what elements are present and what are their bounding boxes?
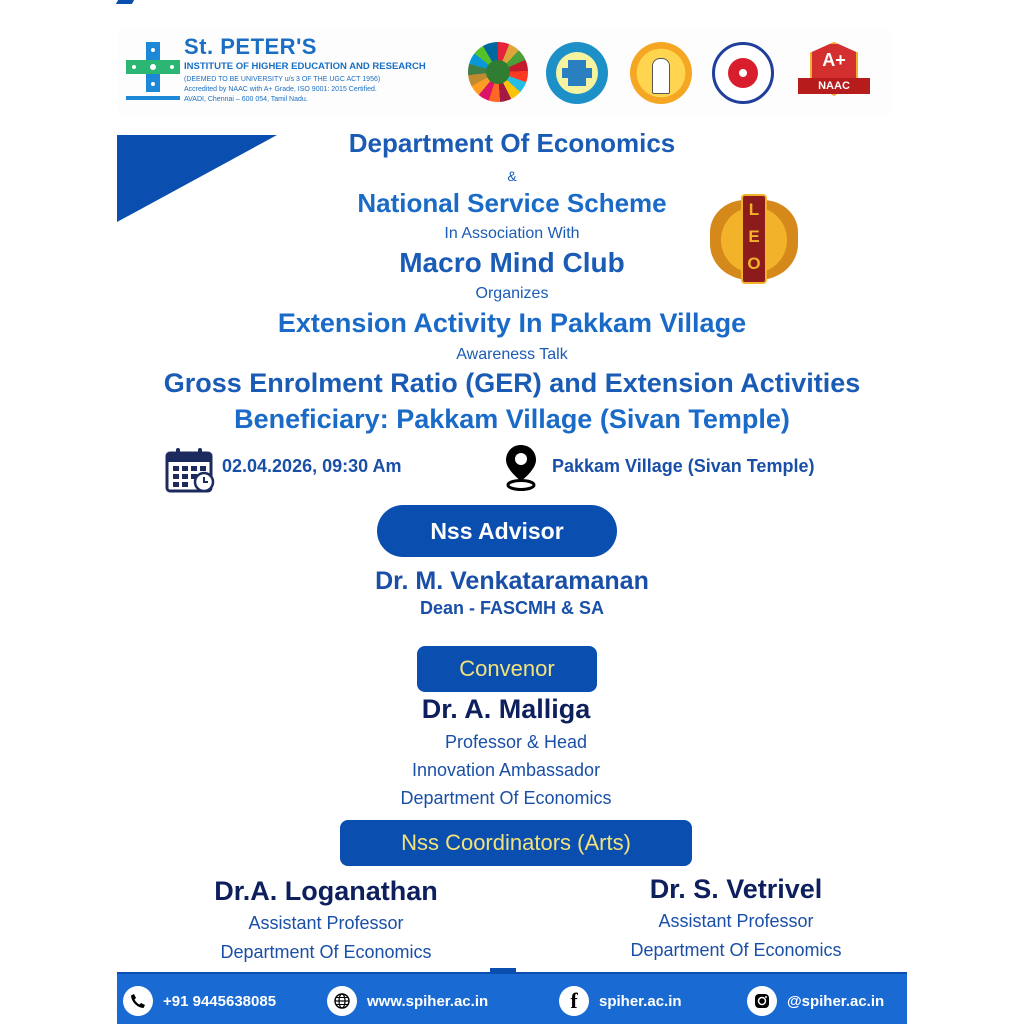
coordinator-department: Department Of Economics — [630, 940, 842, 960]
calendar-icon — [165, 447, 217, 493]
coordinator-name: Dr.A. Loganathan — [214, 876, 438, 906]
nss-logo-icon — [712, 42, 774, 104]
coordinator-card — [566, 874, 906, 961]
institution-logo-icon — [124, 40, 182, 102]
organizes-text: Organizes — [475, 285, 549, 302]
coordinator-name: Dr. S. Vetrivel — [649, 874, 823, 904]
club-heading: Macro Mind Club — [399, 247, 625, 278]
footer-instagram[interactable] — [747, 986, 884, 1016]
footer-website[interactable] — [327, 986, 488, 1016]
convenor-role: Innovation Ambassador — [411, 760, 601, 780]
deemed-university-line: (DEEMED TO BE UNIVERSITY u/s 3 OF THE UGC ACT 1956) — [184, 76, 381, 83]
phone-number: +91 9445638085 — [163, 992, 277, 1010]
phone-icon — [123, 986, 153, 1016]
department-heading: Department Of Economics — [348, 128, 676, 158]
event-location: Pakkam Village (Sivan Temple) — [552, 456, 815, 476]
footer-facebook[interactable] — [559, 986, 682, 1016]
naac-a-plus-badge-icon: A+ NAAC — [798, 42, 870, 104]
nss-advisor-label: Nss Advisor — [377, 505, 617, 557]
institution-header — [118, 30, 893, 114]
institution-full-name: INSTITUTE OF HIGHER EDUCATION AND RESEARCH — [184, 61, 426, 72]
event-topic: Gross Enrolment Ratio (GER) and Extension Activities — [163, 368, 861, 398]
beneficiary-line: Beneficiary: Pakkam Village (Sivan Temple) — [234, 404, 790, 434]
convenor-label: Convenor — [417, 646, 597, 692]
nss-heading: National Service Scheme — [357, 188, 667, 218]
coordinator-role: Assistant Professor — [658, 911, 814, 931]
event-date-time: 02.04.2026, 09:30 Am — [222, 456, 402, 476]
talk-label: Awareness Talk — [456, 346, 568, 363]
convenor-name: Dr. A. Malliga — [421, 694, 591, 724]
instagram-handle: @spiher.ac.in — [787, 992, 885, 1010]
association-text: In Association With — [444, 225, 580, 242]
globe-icon — [327, 986, 357, 1016]
convenor-department: Department Of Economics — [400, 788, 612, 808]
corner-accent — [116, 0, 134, 4]
contact-footer — [117, 972, 907, 1024]
facebook-handle: spiher.ac.in — [599, 992, 682, 1010]
coordinator-card — [156, 876, 496, 963]
ampersand: & — [507, 168, 517, 184]
advisor-name: Dr. M. Venkataramanan — [375, 567, 649, 595]
instagram-icon — [747, 986, 777, 1016]
facebook-icon: f — [559, 986, 589, 1016]
leo-club-logo-icon: L E O — [710, 194, 798, 284]
iqac-logo-icon — [546, 42, 608, 104]
coordinator-department: Department Of Economics — [220, 942, 432, 962]
website-url: www.spiher.ac.in — [367, 992, 489, 1010]
coordinator-role: Assistant Professor — [248, 913, 404, 933]
footer-phone[interactable] — [123, 986, 276, 1016]
accreditation-line: Accredited by NAAC with A+ Grade, ISO 9001: 2015 Certified. — [184, 86, 377, 93]
convenor-title: Professor & Head — [444, 732, 588, 752]
advisor-role: Dean - FASCMH & SA — [419, 598, 605, 618]
institution-name: St. PETER'S — [184, 34, 317, 59]
sdg-wheel-icon — [468, 42, 528, 102]
event-title: Extension Activity In Pakkam Village — [277, 308, 747, 338]
unnat-bharat-abhiyan-icon — [630, 42, 692, 104]
location-pin-icon — [503, 443, 539, 491]
address-line: AVADI, Chennai – 600 054, Tamil Nadu. — [184, 96, 308, 103]
nss-coordinators-label: Nss Coordinators (Arts) — [340, 820, 692, 866]
